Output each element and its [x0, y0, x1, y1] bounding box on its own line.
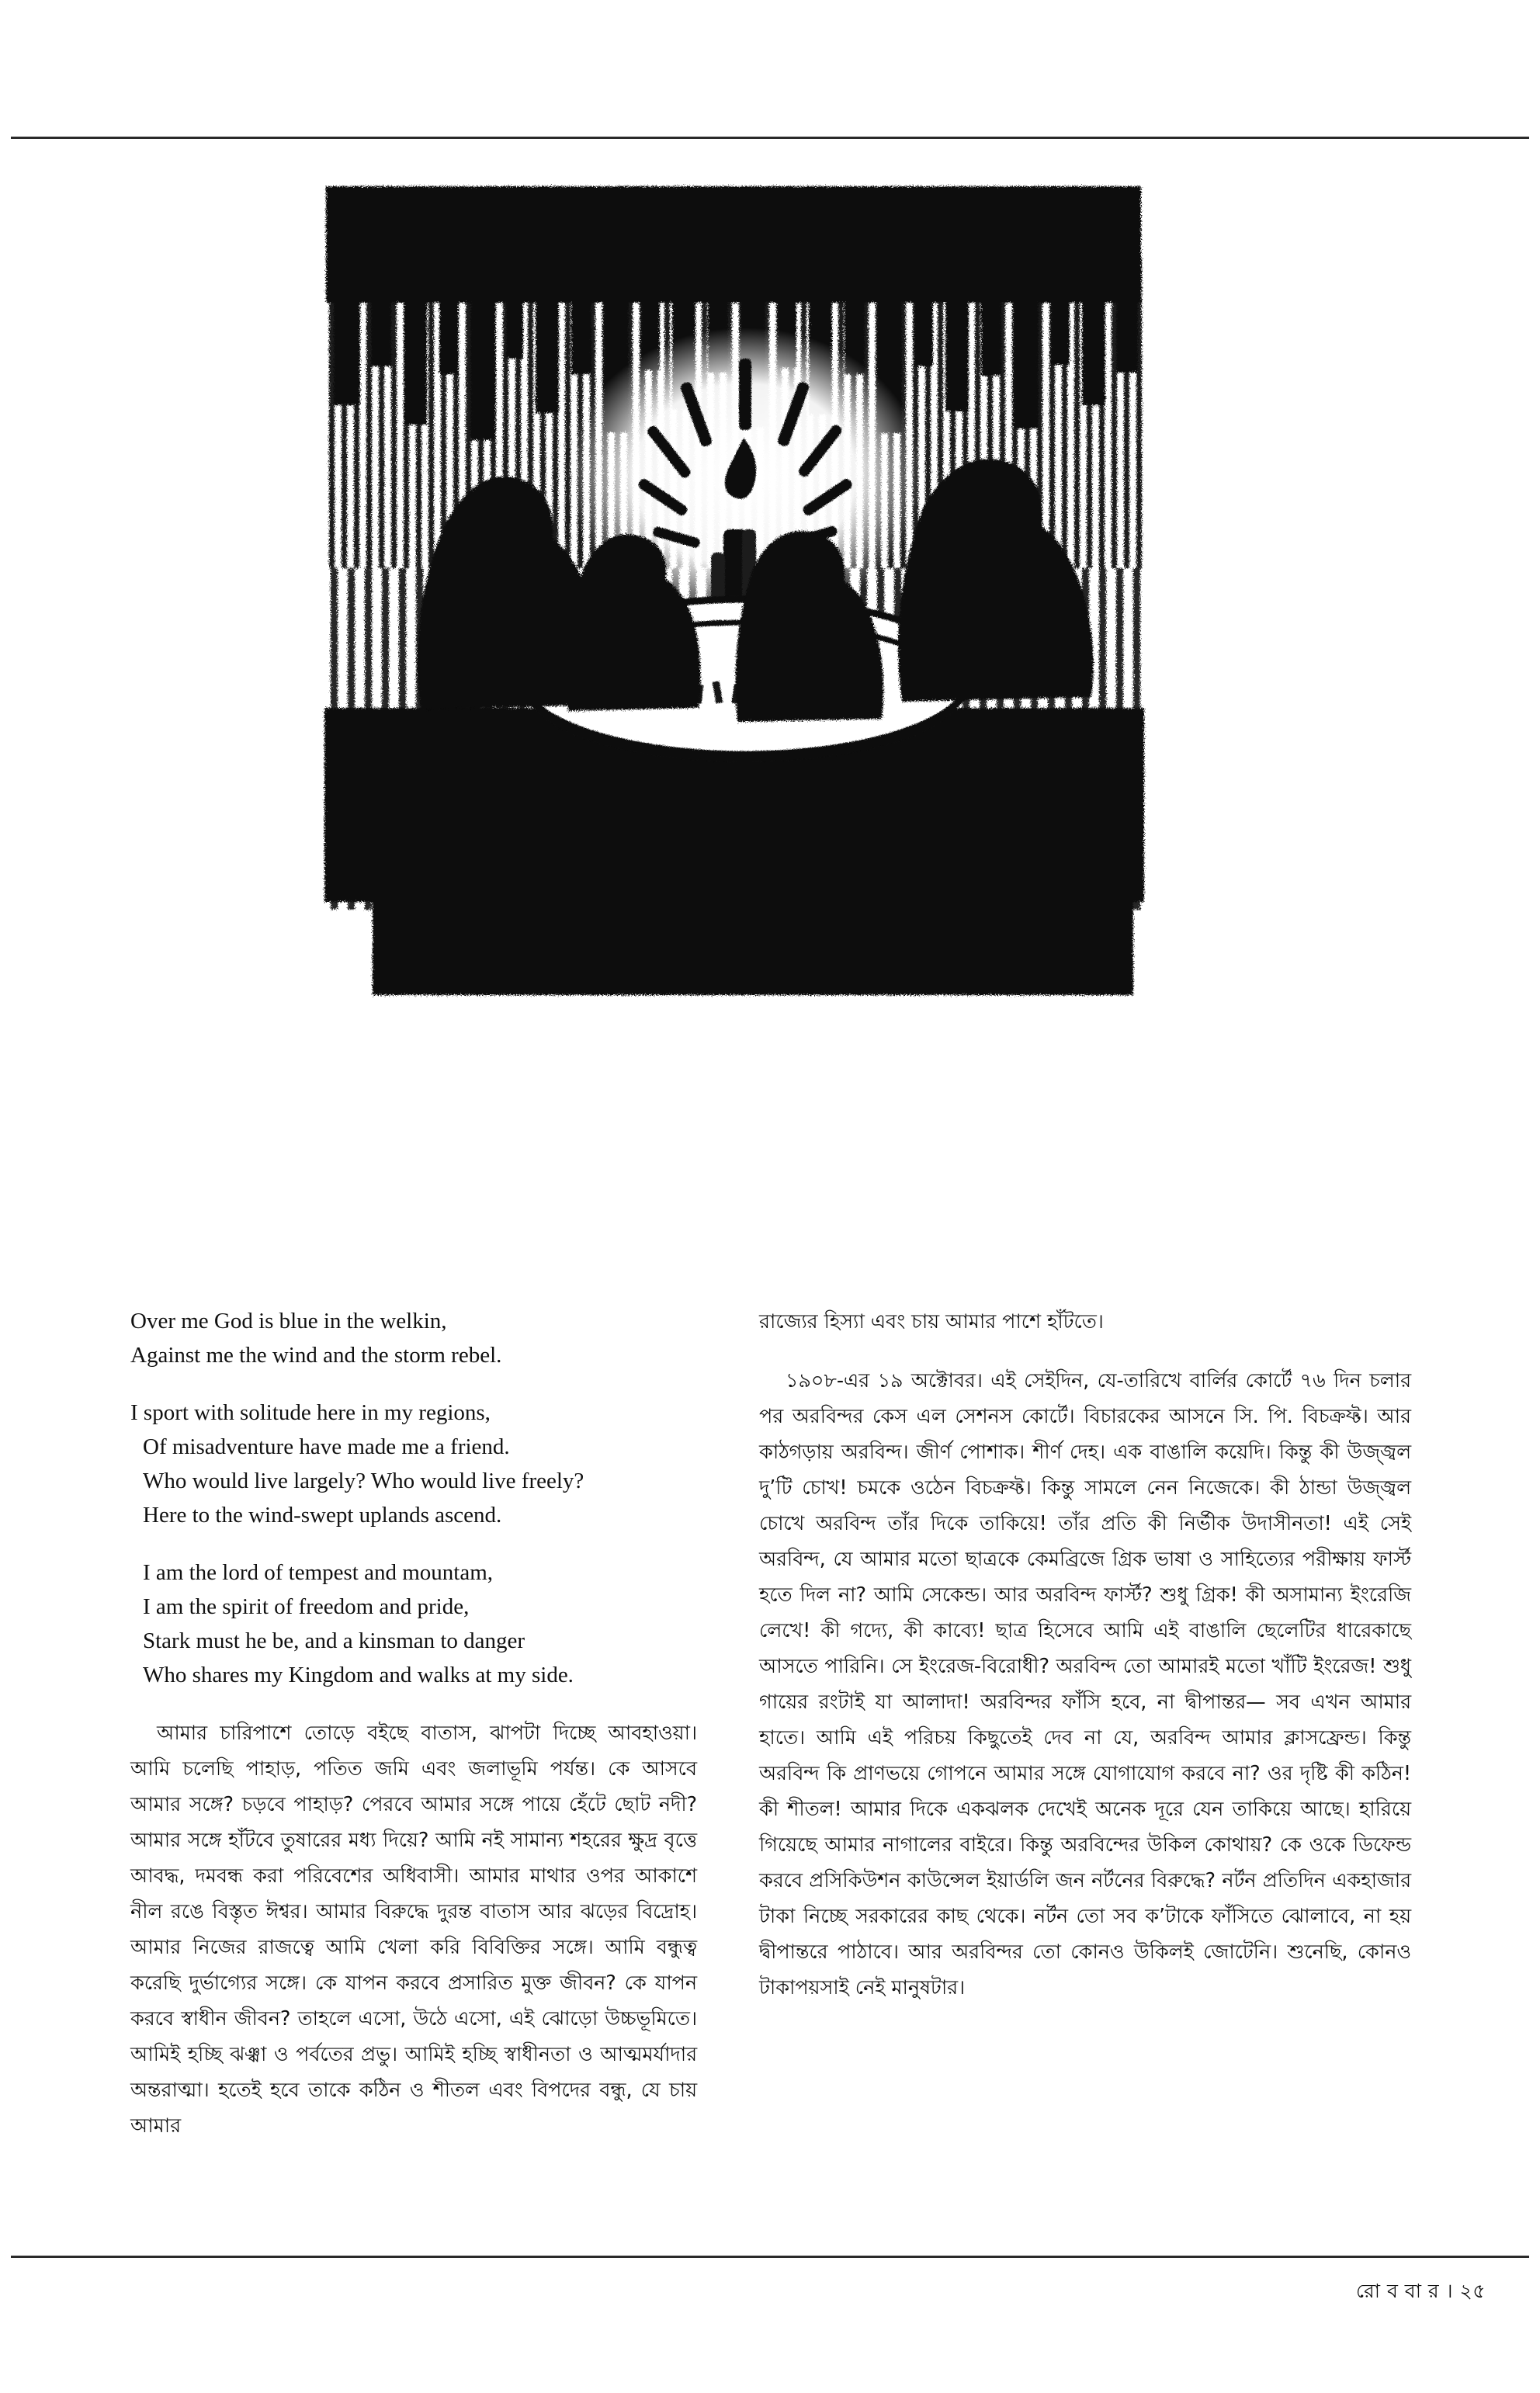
- poem-line: I am the lord of tempest and mountam,: [143, 1560, 494, 1585]
- poem-stanza-3: [130, 1555, 697, 1692]
- right-column: [759, 1304, 1411, 2006]
- paragraph: আমার চারিপাশে তোড়ে বইছে বাতাস, ঝাপটা দিচ্ছে আবহাওয়া। আমি চলেছি পাহাড়, পতিত জমি এবং জলাভূমি পর্যন্ত। কে আসবে আমার সঙ্গে? চড়বে পাহাড়? পেরবে আমার সঙ্গে পায়ে হেঁটে ছোট নদী? আমার সঙ্গে হাঁটবে তুষারের মধ্য দিয়ে? আমি নই সামান্য শহরের ক্ষুদ্র বৃত্তে আবদ্ধ, দমবন্ধ করা পরিবেশের অধিবাসী। আমার মাথার ওপর আকাশে নীল রঙে বিস্তৃত ঈশ্বর। আমার বিরুদ্ধে দুরন্ত বাতাস আর ঝড়ের বিদ্রোহ। আমার নিজের রাজত্বে আমি খেলা করি বিবিক্তির সঙ্গে। আমি বন্ধুত্ব করেছি দুর্ভাগ্যের সঙ্গে। কে যাপন করবে প্রসারিত মুক্ত জীবন? কে যাপন করবে স্বাধীন জীবন? তাহলে এসো, উঠে এসো, এই ঝোড়ো উচ্চভূমিতে। আমিই হচ্ছি ঝঞ্ঝা ও পর্বতের প্রভু। আমিই হচ্ছি স্বাধীনতা ও আত্মমর্যাদার অন্তরাত্মা। হতেই হবে তাকে কঠিন ও শীতল এবং বিপদের বন্ধু, যে চায় আমার: [130, 1722, 697, 2138]
- paragraph-spacer: [759, 1340, 1411, 1363]
- illustration-figure: [279, 165, 1211, 1282]
- left-column: [130, 1304, 697, 2144]
- poem-line: Here to the wind-swept uplands ascend.: [143, 1503, 502, 1528]
- left-body-text: [130, 1715, 697, 2144]
- header-rule: [11, 137, 1529, 139]
- footer-rule: [11, 2256, 1529, 2258]
- poem-line: I sport with solitude here in my regions,: [130, 1400, 491, 1425]
- poem-stanza-1: [130, 1304, 697, 1372]
- page-folio: রো ব বা র । ২৫: [1355, 2280, 1486, 2302]
- right-body-text: [759, 1304, 1411, 2006]
- poem-line: Against me the wind and the storm rebel.: [130, 1343, 502, 1368]
- poem-line: Of misadventure have made me a friend.: [143, 1434, 510, 1459]
- poem-line: Stark must he be, and a kinsman to danger: [143, 1628, 525, 1653]
- poem-line: Who would live largely? Who would live freely?: [143, 1469, 584, 1493]
- paragraph: রাজ্যের হিস্যা এবং চায় আমার পাশে হাঁটতে।: [759, 1310, 1104, 1333]
- poem-stanza-2: [130, 1396, 697, 1532]
- paragraph: ১৯০৮-এর ১৯ অক্টোবর। এই সেইদিন, যে-তারিখে বার্লির কোর্টে ৭৬ দিন চলার পর অরবিন্দর কেস এল সেশনস কোর্টে। বিচারকের আসনে সি. পি. বিচক্রফ্ট। আর কাঠগড়ায় অরবিন্দ। জীর্ণ পোশাক। শীর্ণ দেহ। এক বাঙালি কয়েদি। কিন্তু কী উজ্জ্বল দু’টি চোখ! চমকে ওঠেন বিচক্রফ্ট। কিন্তু সামলে নেন নিজেকে। কী ঠান্ডা উজ্জ্বল চোখে অরবিন্দ তাঁর দিকে তাকিয়ে! তাঁর প্রতি কী নির্ভীক উদাসীনতা! এই সেই অরবিন্দ, যে আমার মতো ছাত্রকে কেমব্রিজে গ্রিক ভাষা ও সাহিত্যের পরীক্ষায় ফার্স্ট হতে দিল না? আমি সেকেন্ড। আর অরবিন্দ ফার্স্ট? শুধু গ্রিক! কী অসামান্য ইংরেজি লেখে! কী গদ্যে, কী কাব্যে! ছাত্র হিসেবে আমি এই বাঙালি ছেলেটির ধারেকাছে আসতে পারিনি। সে ইংরেজ-বিরোধী? অরবিন্দ তো আমারই মতো খাঁটি ইংরেজ! শুধু গায়ের রংটাই যা আলাদা! অরবিন্দর ফাঁসি হবে, না দ্বীপান্তর— সব এখন আমার হাতে। আমি এই পরিচয় কিছুতেই দেব না যে, অরবিন্দ আমার ক্লাসফ্রেন্ড। কিন্তু অরবিন্দ কি প্রাণভয়ে গোপনে আমার সঙ্গে যোগাযোগ করবে না? ওর দৃষ্টি কী কঠিন! কী শীতল! আমার দিকে একঝলক দেখেই অনেক দূরে যেন তাকিয়ে আছে। হারিয়ে গিয়েছে আমার নাগালের বাইরে। কিন্তু অরবিন্দের উকিল কোথায়? কে ওকে ডিফেন্ড করবে প্রসিকিউশন কাউন্সেল ইয়ার্ডলি জন নর্টনের বিরুদ্ধে? নর্টন প্রতিদিন একহাজার টাকা নিচ্ছে সরকারের কাছ থেকে। নর্টন তো সব ক’টাকে ফাঁসিতে ঝোলাবে, না হয় দ্বীপান্তরে পাঠাবে। আর অরবিন্দর তো কোনও উকিলই জোটেনি। শুনেছি, কোনও টাকাপয়সাই নেই মানুষটার।: [759, 1369, 1411, 1999]
- poem-line: Who shares my Kingdom and walks at my side.: [143, 1663, 574, 1687]
- poem-line: Over me God is blue in the welkin,: [130, 1309, 447, 1333]
- poem-line: I am the spirit of freedom and pride,: [143, 1594, 470, 1619]
- courtroom-silhouette-icon: [279, 165, 1211, 1282]
